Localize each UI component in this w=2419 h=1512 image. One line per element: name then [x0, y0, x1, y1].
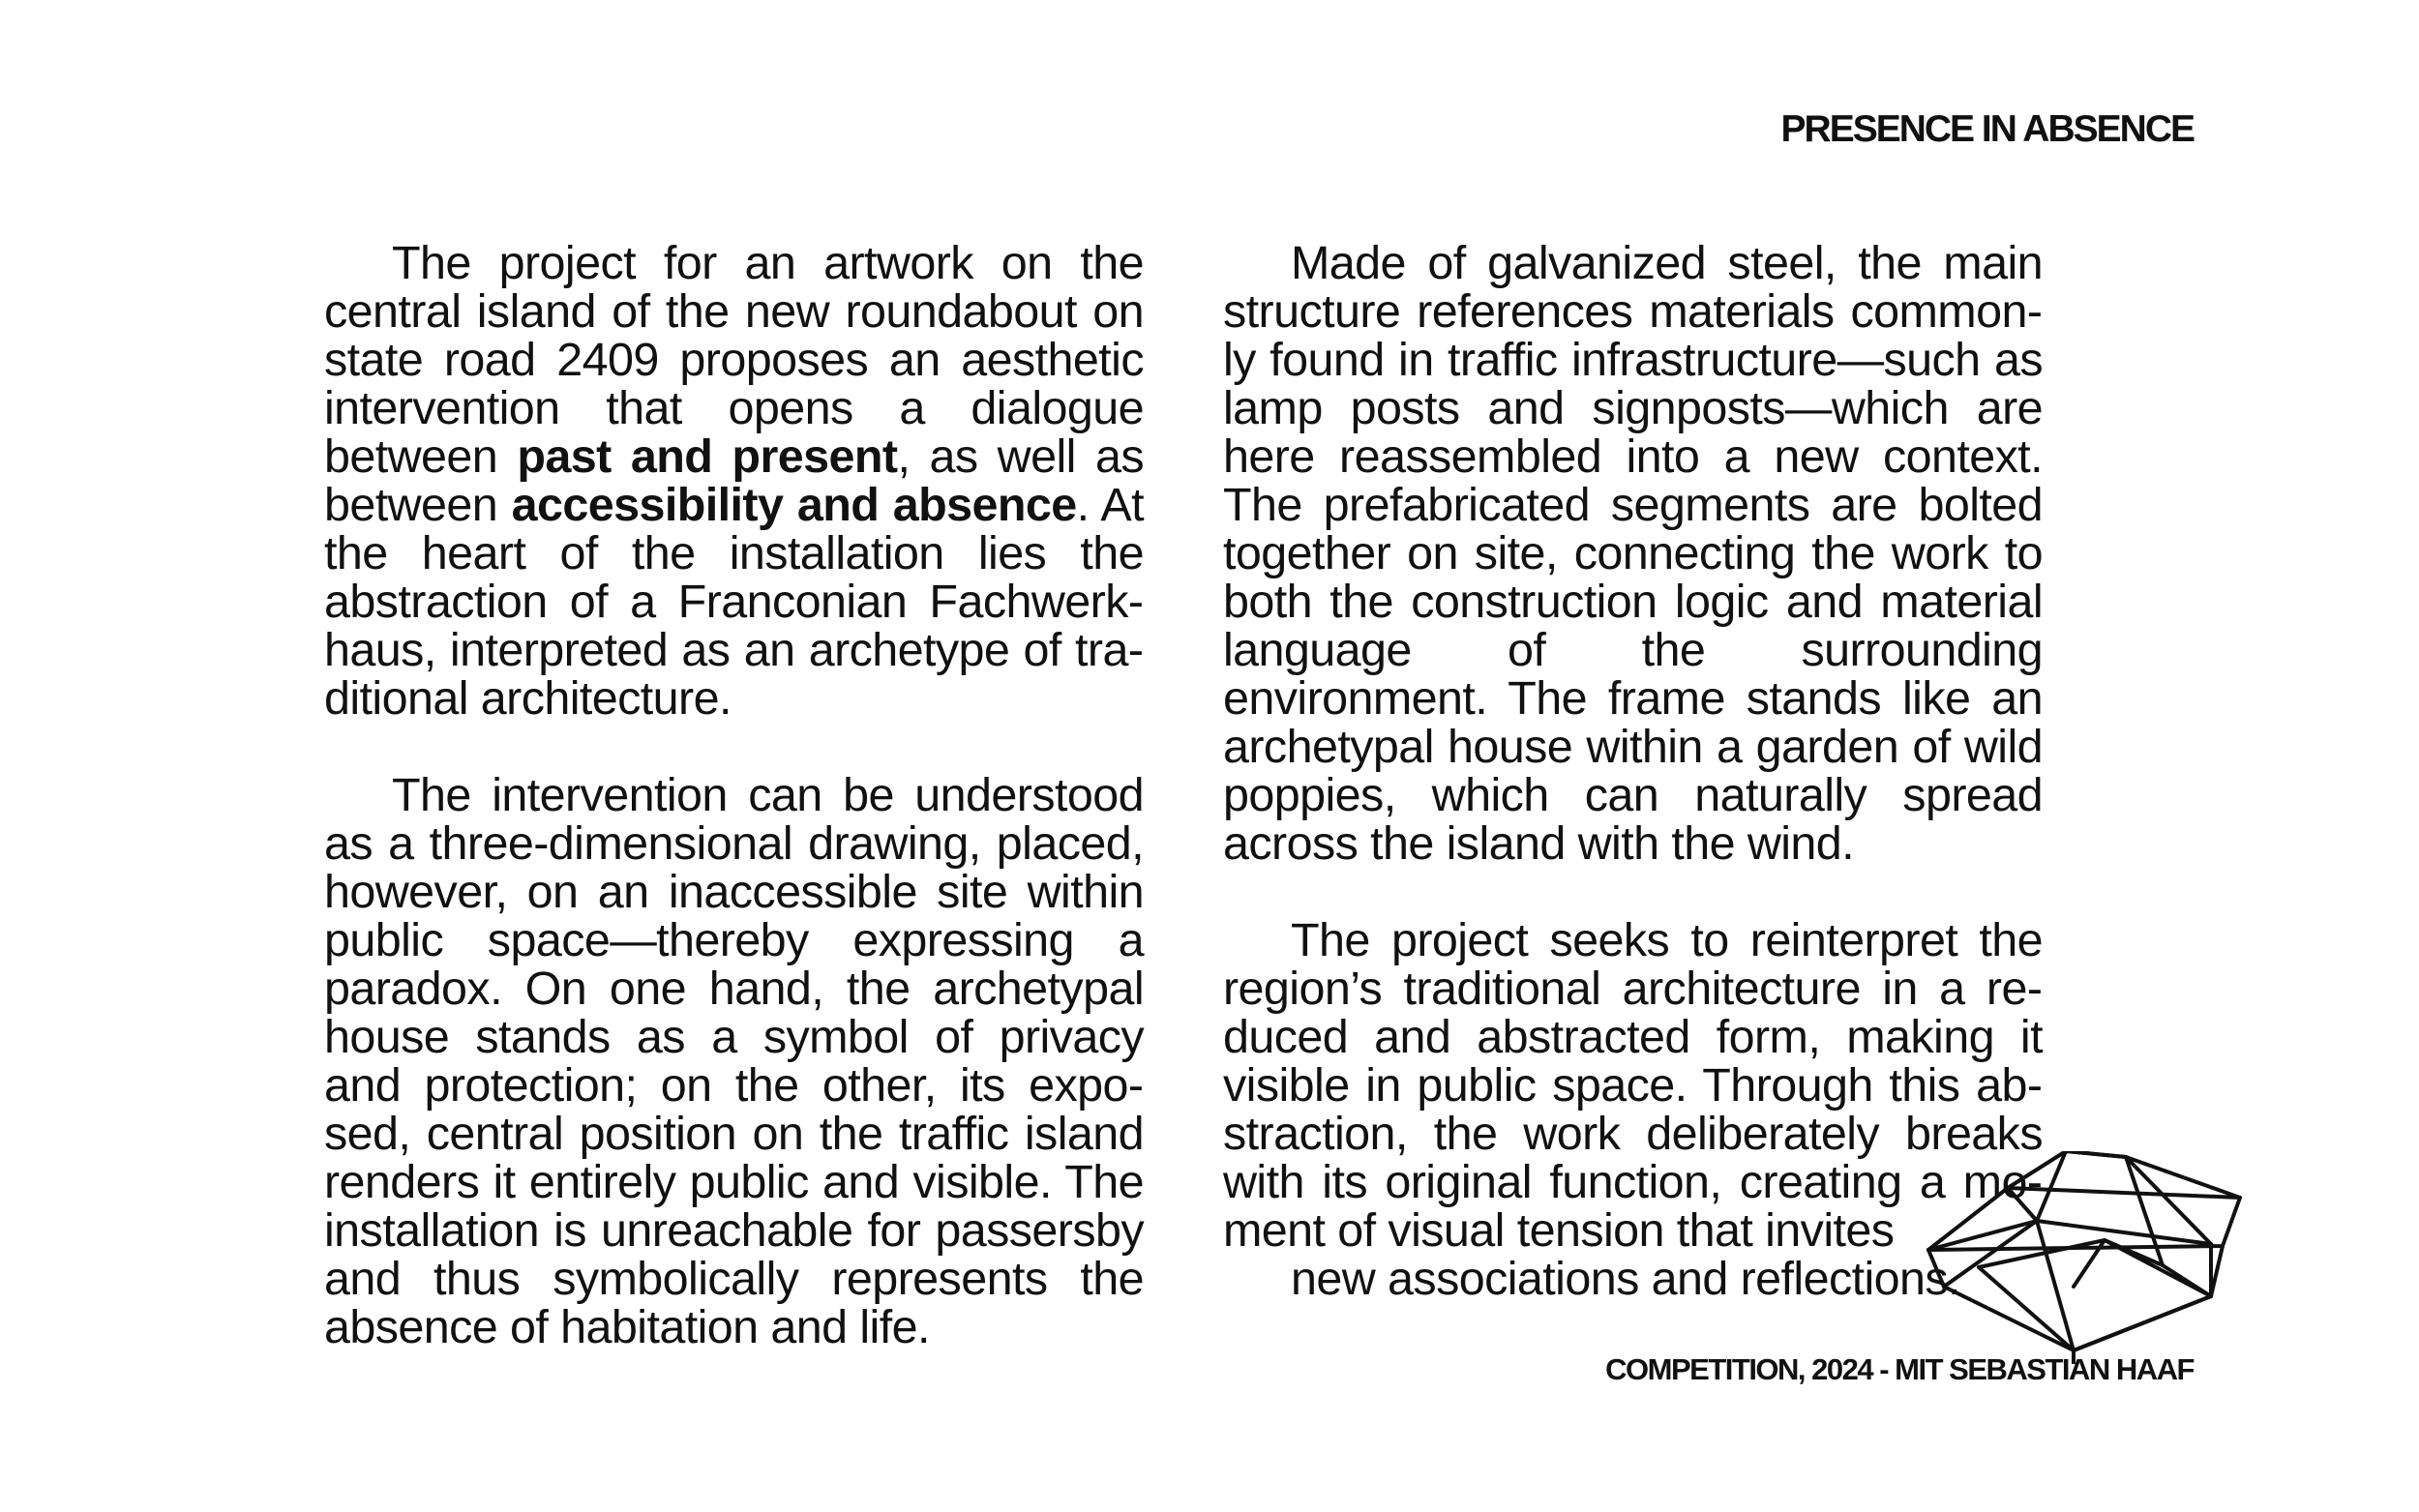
credits-caption: COMPETITION, 2024 - MIT SEBASTIAN HAAF	[1605, 1352, 2194, 1386]
left-paragraph-1	[324, 239, 1144, 723]
page-title: PRESENCE IN ABSENCE	[1780, 108, 2194, 150]
right-paragraph-1: Made of galvanized steel, the main structure references materials commonly found in traffic infrastructure—such as lamp posts and signposts—which are here reassembled into a new context. The prefabricated segments are bolted together on site, connecting the work to both the construction logic and material language of the surrounding environment. The frame stands like an archetypal house within a garden of wild poppies, which can naturally spread across the island with the wind.	[1223, 237, 2043, 870]
emphasis-past-present: past and present	[517, 430, 898, 483]
right-paragraph-2	[1223, 916, 2043, 1303]
text-span-last-line: new associations and reflections.	[1291, 1253, 1960, 1305]
text-span: The project for an artwork on the central island of the new roundabout on state road 2409 proposes an aesthetic intervention that opens a dialogue between	[324, 237, 1144, 483]
wireframe-house-icon	[1921, 1151, 2250, 1364]
left-text-column	[324, 239, 1144, 1351]
text-span: . At the heart of the installation lies the abstraction of a Franconian Fachwerkhaus, interpreted as an archetype of traditional architecture.	[324, 479, 1144, 725]
right-text-column	[1223, 239, 2043, 1303]
emphasis-accessibility-absence: accessibility and absence	[511, 479, 1077, 531]
text-span: , as well as between	[324, 430, 1145, 531]
text-span: The project seeks to reinterpret the region’s traditional architecture in a reduced and abstracted form, making it visible in public space. Through this abstraction, the work deliberately breaks with its original function, creating a moment of visual tension that invites	[1223, 914, 2043, 1257]
left-paragraph-2: The intervention can be understood as a three-dimensional drawing, placed, however, on an inaccessible site within public space—thereby expressing a paradox. On one hand, the archetypal house stands as a symbol of privacy and protection; on the other, its exposed, central position on the traffic island renders it entirely public and visible. The installation is unreachable for passersby and thus symbolically represents the absence of habitation and life.	[324, 769, 1144, 1353]
